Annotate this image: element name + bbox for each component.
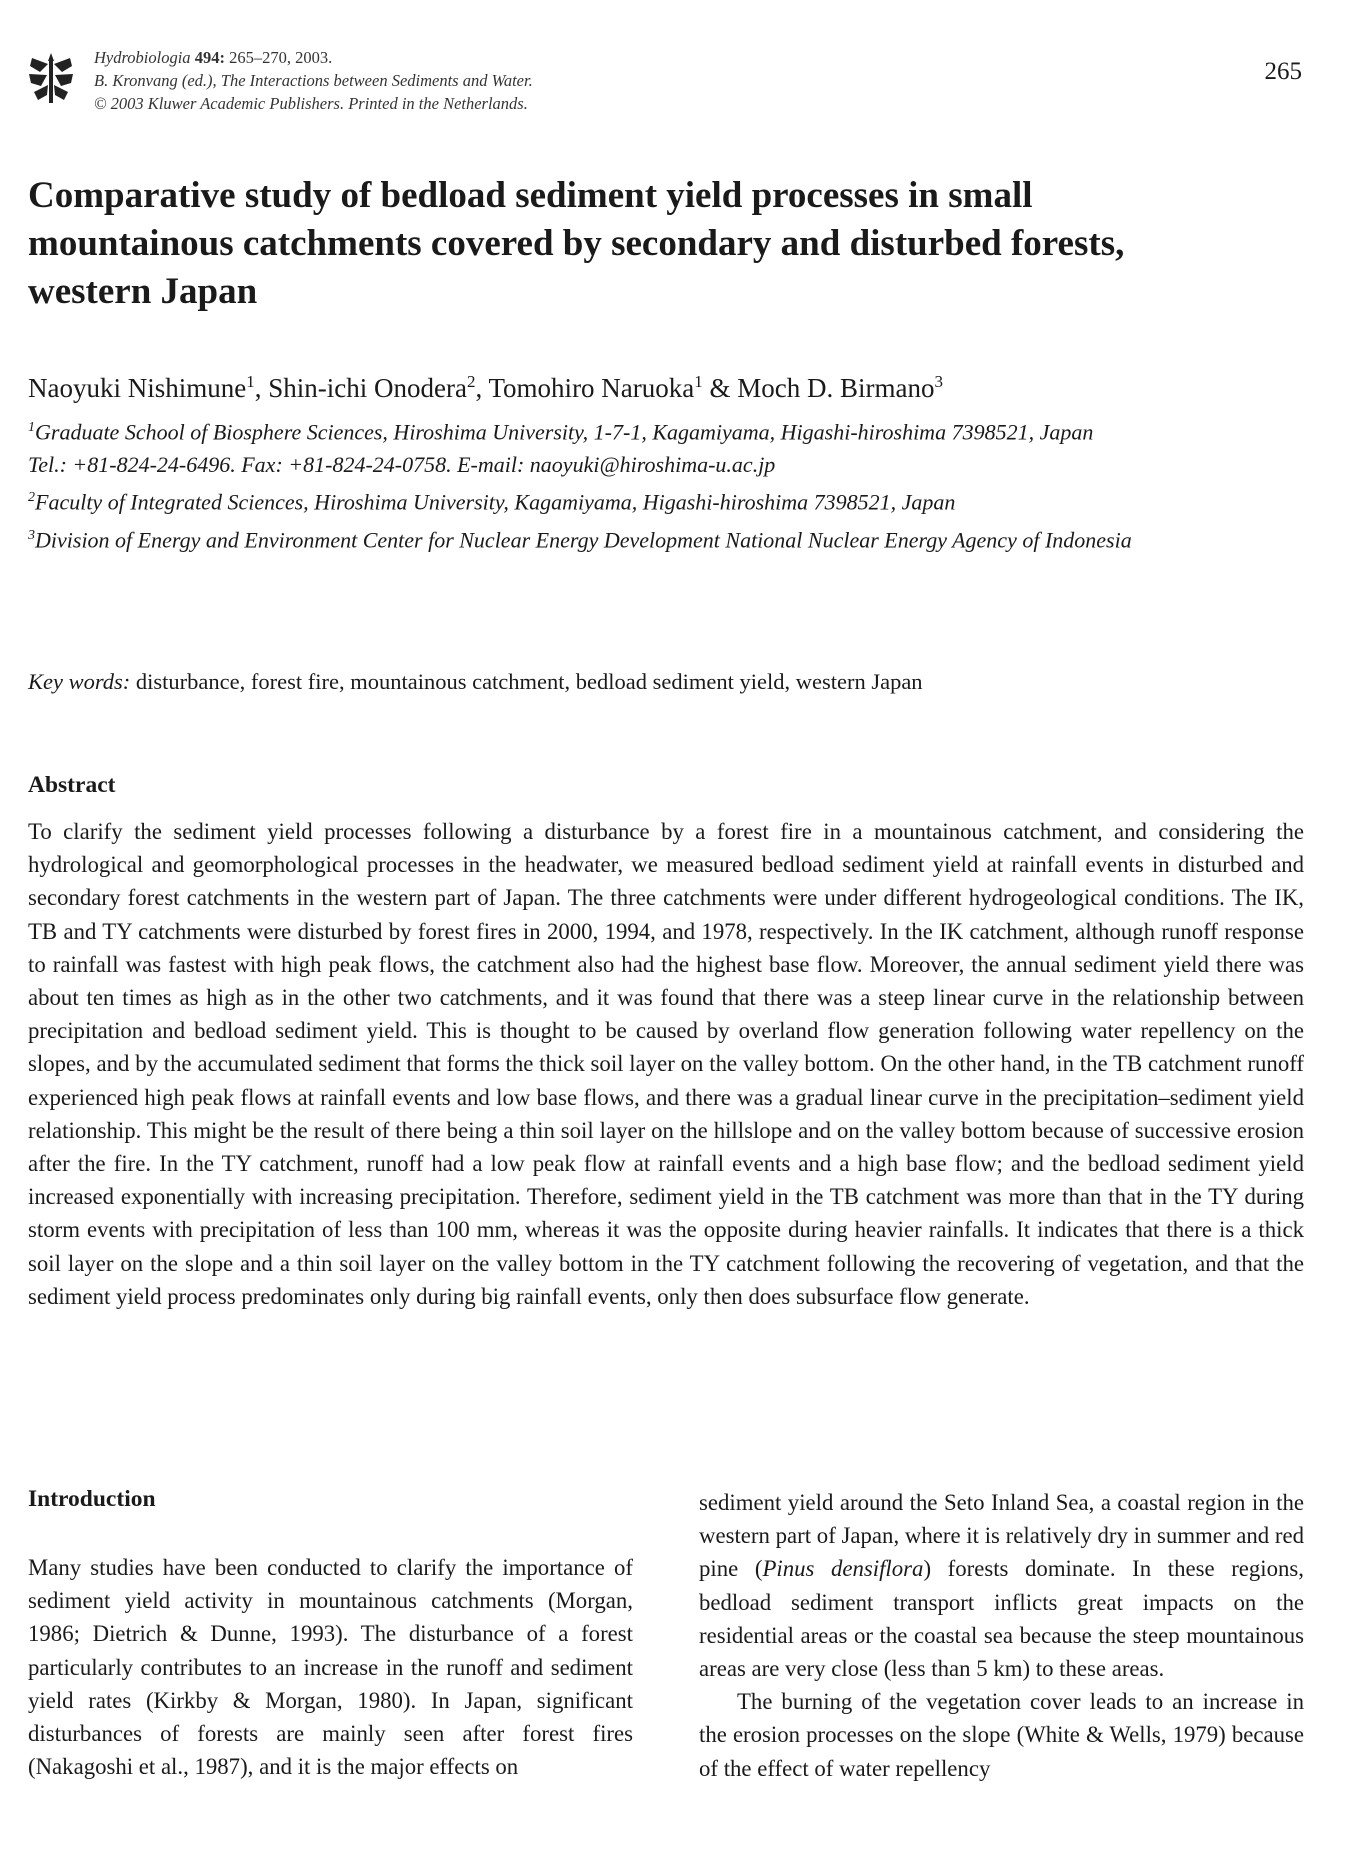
affiliation-text: Tel.: +81-824-24-6496. Fax: +81-824-24-0758. E-mail: naoyuki@hiroshima-u.ac.jp	[28, 452, 776, 478]
introduction-right-column	[699, 1486, 1304, 1785]
journal-pages-year: 265–270, 2003.	[229, 48, 333, 67]
copyright-line: © 2003 Kluwer Academic Publishers. Printed in the Netherlands.	[94, 94, 528, 113]
contact-info	[28, 448, 1328, 481]
journal-name: Hydrobiologia	[94, 48, 191, 67]
author-affiliation-marker: 3	[934, 372, 944, 391]
author-affiliation-marker: 1	[246, 372, 255, 391]
introduction-left-column: Many studies have been conducted to clarify the importance of sediment yield activity in mountainous catchments (Morgan, 1986; Dietrich & Dunne, 1993). The disturbance of a forest particularly contributes to an increase in the runoff and sediment yield rates (Kirkby & Morgan, 1980). In Japan, significant disturbances of forests are mainly seen after forest fires (Nakagoshi et al., 1987), and it is the major effects on	[28, 1555, 633, 1780]
affiliation-item	[28, 519, 1328, 556]
kluwer-tree-logo-icon	[28, 52, 74, 104]
affiliation-marker: 2	[28, 490, 35, 506]
editor-line: B. Kronvang (ed.), The Interactions between Sediments and Water.	[94, 71, 533, 90]
affiliation-text: Faculty of Integrated Sciences, Hiroshima University, Kagamiyama, Higashi-hiroshima 7398521, Japan	[35, 489, 956, 515]
page-number: 265	[1264, 58, 1302, 85]
journal-volume: 494:	[194, 48, 225, 67]
keywords-text: disturbance, forest fire, mountainous catchment, bedload sediment yield, western Japan	[135, 669, 923, 694]
author-name: Tomohiro Naruoka	[488, 373, 695, 403]
author-separator: ,	[475, 373, 489, 403]
author-name: Naoyuki Nishimune	[28, 373, 247, 403]
affiliation-text: Graduate School of Biosphere Sciences, Hiroshima University, 1-7-1, Kagamiyama, Higashi-hiroshima 7398521, Japan	[35, 419, 1094, 445]
affiliation-text: Division of Energy and Environment Center for Nuclear Energy Development National Nuclear Energy Agency of Indonesia	[35, 526, 1132, 552]
affiliation-marker: 1	[28, 420, 35, 435]
journal-info	[94, 46, 533, 115]
abstract-heading: Abstract	[28, 772, 116, 798]
species-name: Pinus densiflora	[762, 1556, 924, 1582]
paragraph-text: sediment yield around the Seto Inland Sea, a coastal region in the western part of Japan, where it is relatively dry in summer and red pine (	[699, 1490, 1304, 1582]
author-list	[28, 372, 943, 404]
author-affiliation-marker: 1	[694, 372, 703, 391]
author-separator: &	[702, 373, 738, 403]
introduction-heading: Introduction	[28, 1486, 156, 1512]
keywords-label: Key words:	[28, 669, 131, 694]
keywords	[28, 669, 923, 695]
author-name: Shin-ichi Onodera	[268, 373, 467, 403]
author-affiliation-marker: 2	[466, 372, 476, 391]
affiliation-item	[28, 411, 1328, 448]
abstract-text: To clarify the sediment yield processes following a disturbance by a forest fire in a mountainous catchment, and considering the hydrological and geomorphological processes in the headwater, we measured bedload sediment yield at rainfall events in disturbed and secondary forest catchments in the western part of Japan. The three catchments were under different hydrogeological conditions. The IK, TB and TY catchments were disturbed by forest fires in 2000, 1994, and 1978, respectively. In the IK catchment, although runoff response to rainfall was fastest with high peak flows, the catchment also had the highest base flow. Moreover, the annual sediment yield there was about ten times as high as in the other two catchments, and it was found that there was a steep linear curve in the relationship between precipitation and bedload sediment yield. This is thought to be caused by overland flow generation following water repellency on the slopes, and by the accumulated sediment that forms the thick soil layer on the valley bottom. On the other hand, in the TB catchment runoff experienced high peak flows at rainfall events and low base flows, and there was a gradual linear curve in the precipitation–sediment yield relationship. This might be the result of there being a thin soil layer on the hillslope and on the valley bottom because of successive erosion after the fire. In the TY catchment, runoff had a low peak flow at rainfall events and a high base flow; and the bedload sediment yield increased exponentially with increasing precipitation. Therefore, sediment yield in the TB catchment was more than that in the TY during storm events with precipitation of less than 100 mm, whereas it was the opposite during heavier rainfalls. It indicates that there is a thick soil layer on the slope and a thin soil layer on the valley bottom in the TY catchment following the recovering of vegetation, and that the sediment yield process predominates only during big rainfall events, only then does subsurface flow generate.	[28, 819, 1304, 1309]
affiliations	[28, 411, 1328, 556]
body-paragraph: The burning of the vegetation cover leads to an increase in the erosion processes on the slope (White & Wells, 1979) because of the effect of water repellency	[699, 1689, 1304, 1781]
journal-citation-line	[94, 46, 533, 69]
affiliation-marker: 3	[28, 527, 35, 543]
paragraph-text: ) forests dominate. In these regions, bedload sediment transport inflicts great impacts on the residential areas or the coastal sea because the steep mountainous areas are very close (less than 5 km) to these areas.	[699, 1556, 1304, 1682]
paper-title: Comparative study of bedload sediment yield processes in small mountainous catchments covered by secondary and disturbed forests, western Japan	[28, 175, 1125, 312]
body-paragraph	[699, 1486, 1304, 1685]
author-separator: ,	[254, 373, 269, 403]
affiliation-item	[28, 481, 1328, 518]
author-name: Moch D. Birmano	[737, 373, 935, 403]
